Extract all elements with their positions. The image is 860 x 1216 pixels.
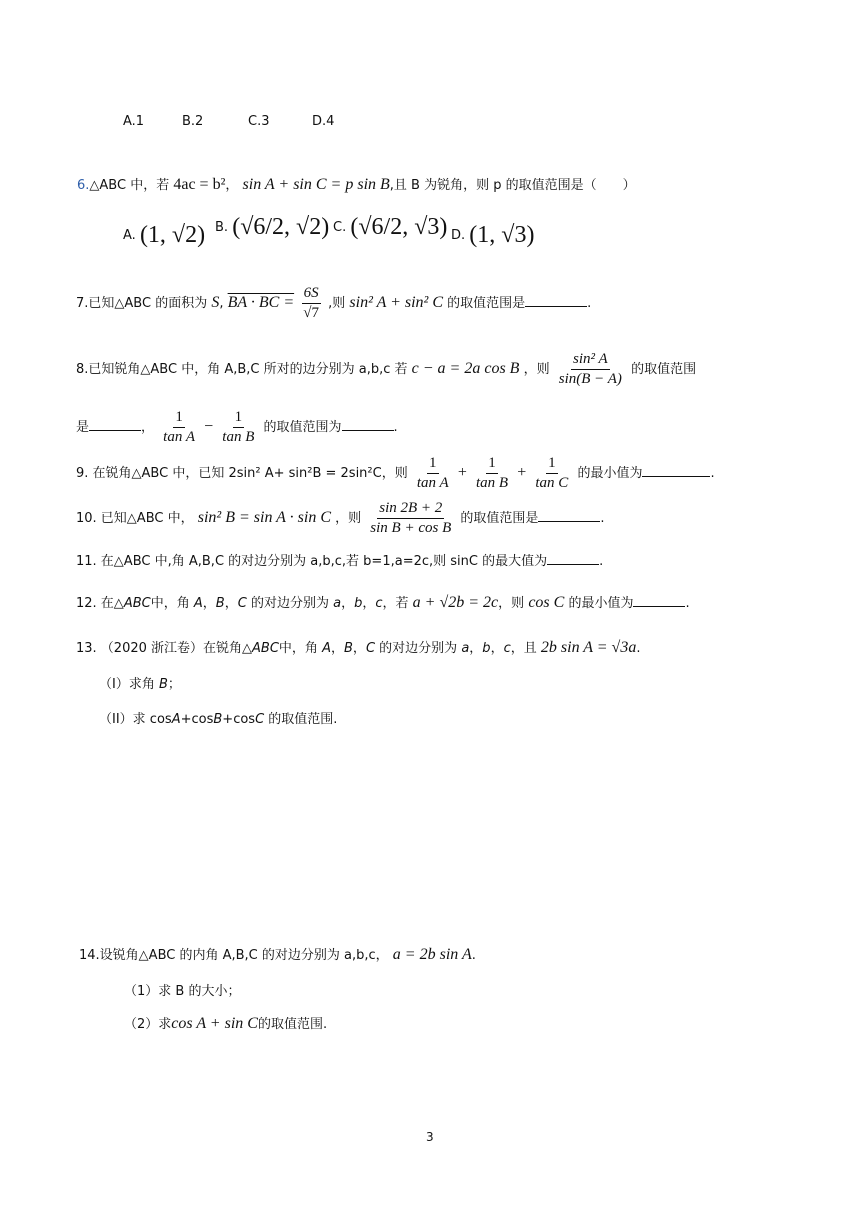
- sep: ，: [469, 641, 483, 656]
- question-10: [76, 501, 605, 536]
- q12-text-3: 的对边分别为: [250, 596, 329, 611]
- angle-b: B: [215, 596, 225, 611]
- page-number: 3: [426, 1130, 434, 1144]
- q9-fraction-c: $\frac{1}{\text{tan C}}$: [535, 455, 569, 491]
- var-a: A: [171, 712, 181, 727]
- option-label: D.: [451, 228, 466, 243]
- angle-c: C: [365, 641, 376, 656]
- period: .: [600, 511, 605, 526]
- q13-part-2-end: 的取值范围.: [264, 712, 338, 727]
- q14-part-2: [124, 1016, 327, 1032]
- q13-text-2: 中，角: [278, 641, 318, 656]
- angle-a: A: [322, 641, 331, 656]
- q6-option-d: [451, 222, 534, 249]
- question-7: 7.已知△ABC 的面积为 S, BA · BC = $\frac{6S}{√7}$ ,则 sin² A + sin² C 的取值范围是 .: [76, 285, 592, 321]
- minus-sign: −: [204, 418, 214, 435]
- q12-math-1: a + √2b = 2c: [412, 594, 499, 611]
- question-8-line-2: [76, 410, 398, 445]
- question-13: [76, 640, 640, 656]
- q9-text-1: 9. 在锐角△ABC 中，已知 2sin² A+ sin²B = 2sin²C，则: [76, 466, 408, 481]
- q12-text-1: 12. 在△: [76, 596, 124, 611]
- question-11: [76, 555, 603, 568]
- sep: ，: [202, 596, 216, 611]
- q14-math-1: a = 2b sin A: [392, 946, 472, 963]
- q9-text-2: 的最小值为: [577, 466, 643, 481]
- sep: ，: [362, 596, 376, 611]
- answer-blank: [538, 521, 600, 522]
- q7-text-3: 的取值范围是: [447, 296, 526, 311]
- q7-math-2: sin² A + sin² C: [349, 294, 444, 311]
- q10-text-2: ，则: [335, 511, 362, 526]
- question-9: [76, 456, 715, 491]
- q11-text: 11. 在△ABC 中,角 A,B,C 的对边分别为 a,b,c,若 b=1,a=2c,则 sinC 的最大值为: [76, 554, 548, 569]
- choice-c: C.3: [248, 114, 270, 129]
- q13-part-2-plus: +cos: [222, 712, 256, 727]
- q12-triangle: ABC: [123, 596, 151, 611]
- q7-text-1: 7.已知△ABC 的面积为: [76, 296, 208, 311]
- angle-b: B: [158, 677, 168, 692]
- answer-blank: [342, 430, 394, 431]
- side-c: c: [503, 641, 511, 656]
- q6-option-b: [215, 214, 329, 241]
- q6-option-c: [333, 214, 447, 241]
- q13-text-4: ，且: [510, 641, 537, 656]
- q12-text-6: 的最小值为: [568, 596, 634, 611]
- answer-blank: [547, 564, 599, 565]
- period: .: [471, 948, 476, 963]
- q6-text-3: ,且 B 为锐角，则 p 的取值范围是（ ）: [389, 178, 636, 193]
- side-a: a: [461, 641, 470, 656]
- q6-math-1: 4ac = b²: [173, 176, 226, 193]
- q8-fraction-2: $\frac{1}{\text{tan A}}$: [163, 409, 195, 445]
- q7-math-vectors: BA · BC =: [227, 294, 295, 311]
- q8-text-4: 是: [76, 420, 90, 435]
- angle-b: B: [344, 641, 353, 656]
- q13-part-2-text: （II）求 cos: [99, 712, 172, 727]
- period: .: [710, 466, 715, 481]
- q13-part-1: [99, 678, 181, 691]
- q7-text-2: ,则: [328, 296, 346, 311]
- q13-part-1-end: ；: [167, 677, 181, 692]
- q9-fraction-b: $\frac{1}{\text{tan B}}$: [475, 455, 509, 491]
- angle-c: C: [237, 596, 247, 611]
- q14-part-2-end: 的取值范围.: [257, 1017, 328, 1032]
- period: .: [599, 554, 604, 569]
- answer-blank: [89, 430, 141, 431]
- q6-text-1: △ABC 中，若: [89, 178, 170, 193]
- answer-blank: [633, 606, 685, 607]
- option-label: C.: [333, 220, 347, 235]
- q8-text-2: ，则: [523, 362, 550, 377]
- q14-part-1: （1）求 B 的大小；: [124, 984, 241, 999]
- question-6: [77, 177, 636, 193]
- question-12: [76, 595, 690, 611]
- q8-text-3: 的取值范围: [631, 362, 697, 377]
- question-number: 6.: [77, 178, 90, 193]
- plus-sign: +: [517, 464, 527, 481]
- q8-text-1: 8.已知锐角△ABC 中，角 A,B,C 所对的边分别为 a,b,c 若: [76, 362, 408, 377]
- side-b: b: [354, 596, 363, 611]
- q8-math-1: c − a = 2a cos B: [411, 360, 520, 377]
- q8-text-6: 的取值范围为: [263, 420, 342, 435]
- var-b: B: [213, 712, 223, 727]
- choice-b: B.2: [182, 114, 204, 129]
- side-a: a: [333, 596, 342, 611]
- question-8: [76, 352, 696, 387]
- side-c: c: [375, 596, 383, 611]
- q7-fraction: $\frac{6S}{√7}$: [303, 285, 319, 321]
- sep: ，: [490, 641, 504, 656]
- q12-math-2: cos C: [528, 594, 565, 611]
- q12-text-2: 中，角: [150, 596, 190, 611]
- q12-text-5: ，则: [498, 596, 525, 611]
- sep: ，: [330, 641, 344, 656]
- q6-option-a: [123, 222, 205, 249]
- choice-a: A.1: [123, 114, 145, 129]
- q13-part-2: [99, 713, 337, 726]
- period: .: [636, 641, 641, 656]
- var-c: C: [255, 712, 265, 727]
- q13-math-1: 2b sin A = √3a: [540, 639, 637, 656]
- q6-text-2: ，: [225, 178, 239, 193]
- sep: ，: [341, 596, 355, 611]
- q8-text-5: ，: [141, 420, 155, 435]
- option-value: (1, √2): [139, 222, 206, 248]
- answer-blank: [525, 306, 587, 307]
- option-value: (1, √3): [469, 222, 535, 248]
- q12-text-4: ，若: [382, 596, 409, 611]
- q10-fraction: $\frac{\sin 2B + 2}{\text{sin B + cos B}}$: [370, 500, 452, 536]
- q14-part-2-math: cos A + sin C: [171, 1015, 258, 1032]
- side-b: b: [482, 641, 491, 656]
- sep: ，: [352, 641, 366, 656]
- q13-text-1: 13. （2020 浙江卷）在锐角△: [76, 641, 253, 656]
- q10-math-1: sin² B = sin A · sin C: [197, 509, 331, 526]
- q8-fraction-1: $\frac{\text{sin² A}}{\sin(B - A)}$: [558, 351, 622, 387]
- period: .: [393, 420, 398, 435]
- question-14: [79, 947, 476, 963]
- q9-fraction-a: $\frac{1}{\text{tan A}}$: [416, 455, 449, 491]
- q13-triangle: ABC: [252, 641, 279, 656]
- q13-text-3: 的对边分别为: [379, 641, 458, 656]
- q8-fraction-3: $\frac{1}{\text{tan B}}$: [222, 409, 255, 445]
- q10-text-1: 10. 已知△ABC 中，: [76, 511, 194, 526]
- sep: ，: [224, 596, 238, 611]
- plus-sign: +: [457, 464, 467, 481]
- angle-a: A: [193, 596, 203, 611]
- answer-blank: [642, 476, 710, 477]
- q10-text-3: 的取值范围是: [460, 511, 539, 526]
- q14-text-1: 14.设锐角△ABC 的内角 A,B,C 的对边分别为 a,b,c，: [79, 948, 389, 963]
- option-value: (√6/2, √2): [232, 214, 330, 240]
- q7-math-s: S: [211, 294, 220, 311]
- q13-part-2-plus: +cos: [180, 712, 214, 727]
- option-value: (√6/2, √3): [350, 214, 448, 240]
- option-label: B.: [215, 220, 229, 235]
- q13-part-1-text: （I）求角: [99, 677, 155, 692]
- period: .: [587, 296, 592, 311]
- period: .: [685, 596, 690, 611]
- choice-d: D.4: [312, 114, 335, 129]
- option-label: A.: [123, 228, 136, 243]
- q14-part-2-text: （2）求: [124, 1017, 172, 1032]
- q6-math-2: sin A + sin C = p sin B: [242, 176, 390, 193]
